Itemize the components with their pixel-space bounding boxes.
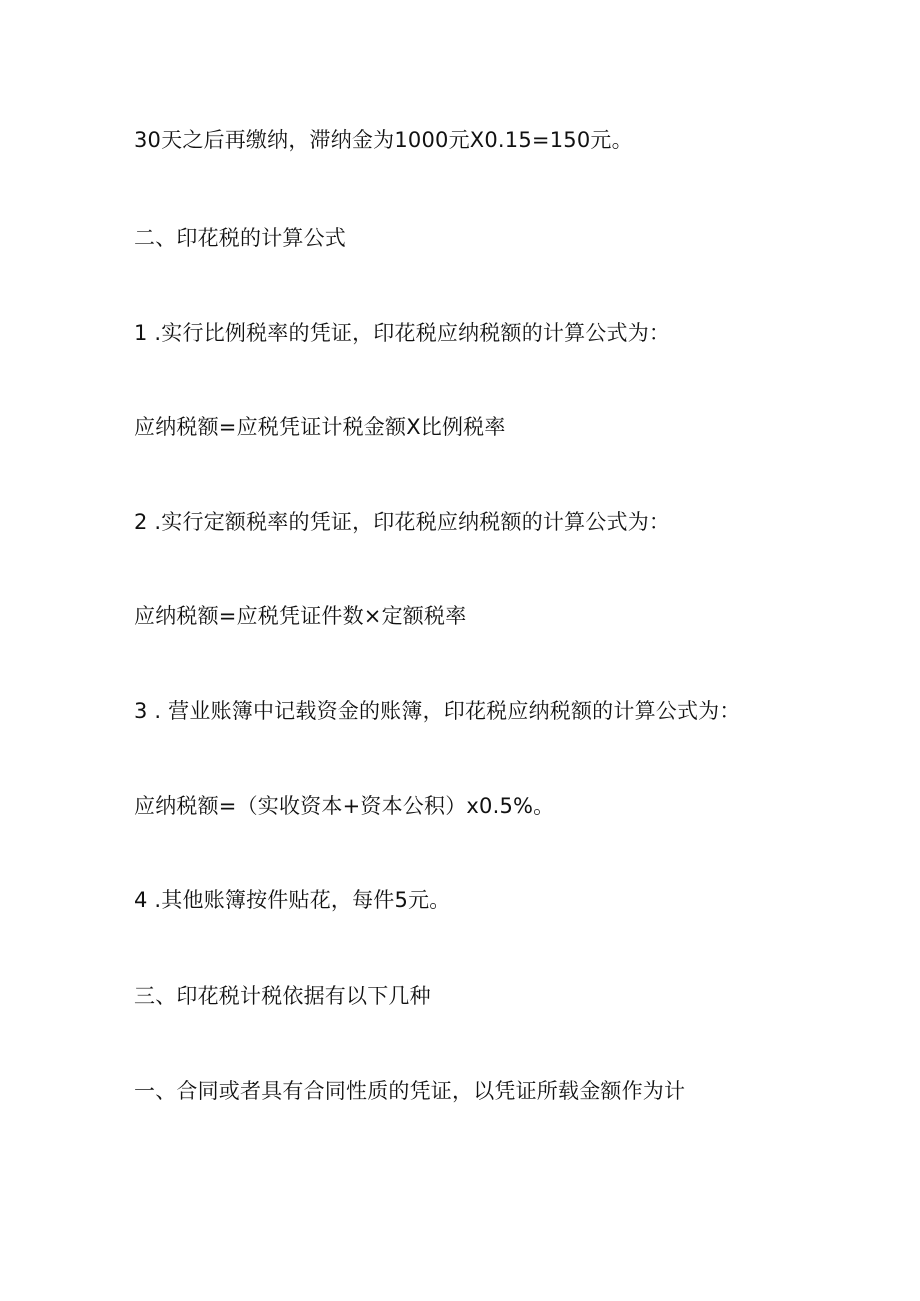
item-4-other-ledgers: 4 .其他账簿按件贴花，每件5元。 [134,888,451,912]
basis-item-1: 一、合同或者具有合同性质的凭证，以凭证所载金额作为计 [134,1079,686,1103]
item-2-fixed-rate: 2 .实行定额税率的凭证，印花税应纳税额的计算公式为： [134,510,671,534]
formula-3: 应纳税额=（实收资本+资本公积）x0.5%。 [134,794,555,818]
paragraph-late-fee: 30天之后再缴纳，滞纳金为1000元X0.15=150元。 [134,128,633,152]
section-heading-basis: 三、印花税计税依据有以下几种 [134,984,431,1008]
formula-1: 应纳税额=应税凭证计税金额X比例税率 [134,415,506,439]
item-3-capital-ledger: 3 . 营业账簿中记载资金的账簿，印花税应纳税额的计算公式为： [134,699,741,723]
section-heading-formula: 二、印花税的计算公式 [134,226,346,250]
item-1-proportional-rate: 1 .实行比例税率的凭证，印花税应纳税额的计算公式为： [134,321,671,345]
formula-2: 应纳税额=应税凭证件数×定额税率 [134,604,467,628]
